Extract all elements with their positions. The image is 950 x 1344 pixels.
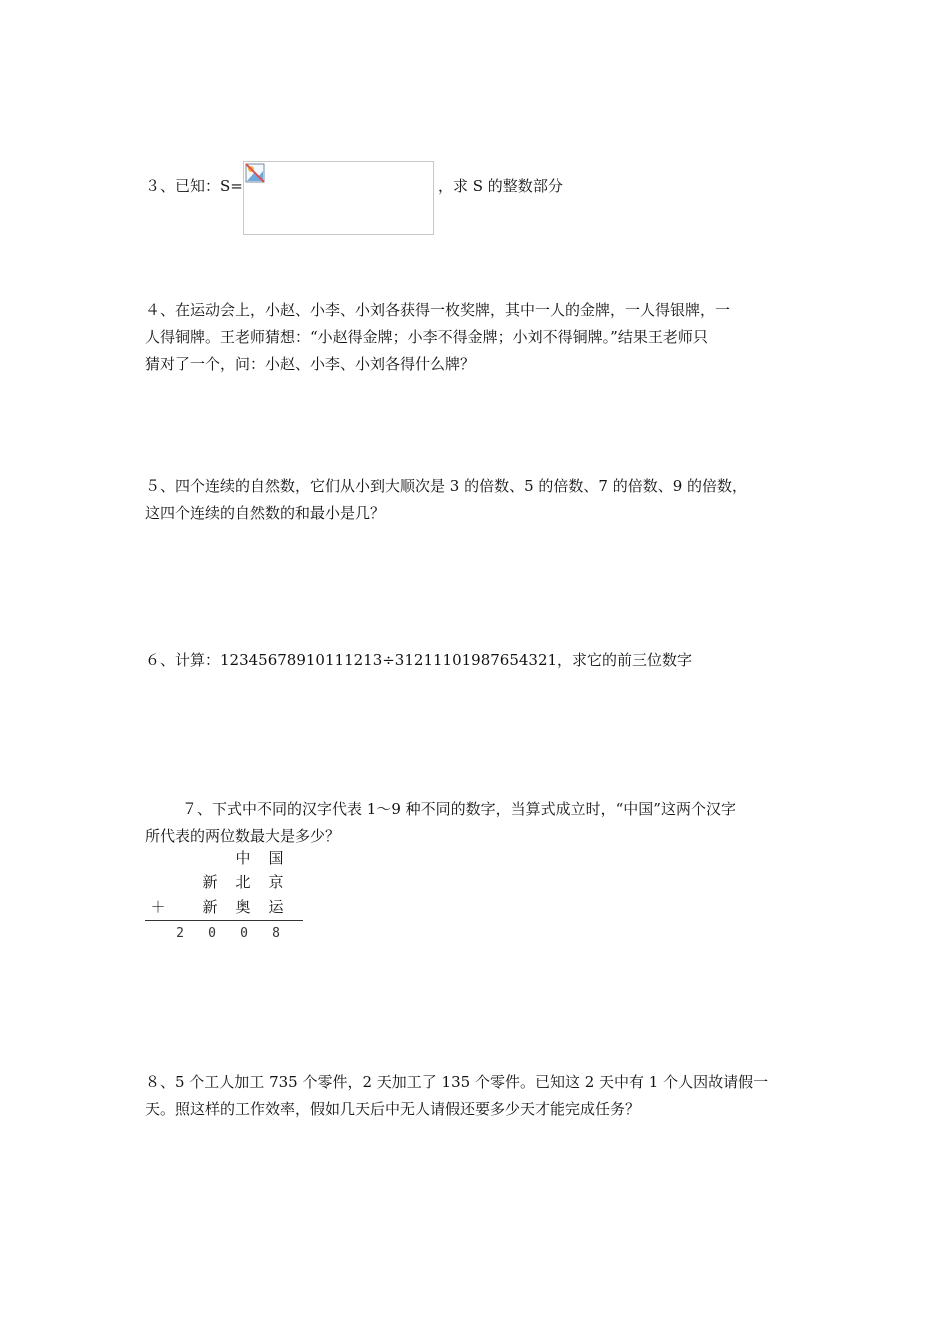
addition-char: 运: [268, 898, 284, 916]
result-digit: 2: [176, 926, 184, 941]
addition-char: 新: [202, 873, 218, 891]
question-4-line: ４、在运动会上，小赵、小李、小刘各获得一枚奖牌，其中一人的金牌，一人得银牌，一: [145, 301, 731, 319]
broken-image-icon: [244, 162, 266, 184]
question-5-line: 这四个连续的自然数的和最小是几？: [145, 504, 386, 522]
addition-char: 京: [268, 873, 284, 891]
addition-char: 中: [235, 849, 251, 867]
question-6-line: ６、计算：12345678910111213÷31211101987654321，求它的前三位数字: [145, 651, 693, 669]
question-3-suffix: ，求 S 的整数部分: [438, 177, 563, 195]
question-7-line: ７、下式中不同的汉字代表 1～9 种不同的数字，当算式成立时，“中国”这两个汉字: [182, 800, 736, 818]
question-4-line: 猜对了一个，问：小赵、小李、小刘各得什么牌？: [145, 355, 476, 373]
question-4: [145, 297, 810, 378]
addition-char: 国: [268, 849, 284, 867]
question-7: [145, 796, 810, 850]
question-8: [145, 1069, 810, 1123]
addition-char: 新: [202, 898, 218, 916]
question-5: [145, 473, 810, 527]
question-3-prefix: ３、已知：S=: [145, 177, 243, 195]
plus-sign: ＋: [150, 898, 166, 916]
question-4-line: 人得铜牌。王老师猜想：“小赵得金牌；小李不得金牌；小刘不得铜牌。”结果王老师只: [145, 328, 708, 346]
question-6: [145, 647, 810, 674]
addition-char: 奥: [235, 898, 251, 916]
addition-char: 北: [235, 873, 251, 891]
vertical-addition: [145, 845, 305, 945]
question-7-line: 所代表的两位数最大是多少？: [145, 827, 341, 845]
result-digit: 0: [208, 926, 216, 941]
question-8-line: 天。照这样的工作效率，假如几天后中无人请假还要多少天才能完成任务？: [145, 1100, 641, 1118]
formula-image-placeholder: [243, 161, 434, 235]
question-5-line: ５、四个连续的自然数，它们从小到大顺次是 3 的倍数、5 的倍数、7 的倍数、9 的倍数，: [145, 477, 748, 495]
sum-rule: [145, 920, 303, 921]
result-digit: 8: [272, 926, 280, 941]
question-8-line: ８、5 个工人加工 735 个零件，2 天加工了 135 个零件。已知这 2 天中有 1 个人因故请假一: [145, 1073, 769, 1091]
result-digit: 0: [240, 926, 248, 941]
